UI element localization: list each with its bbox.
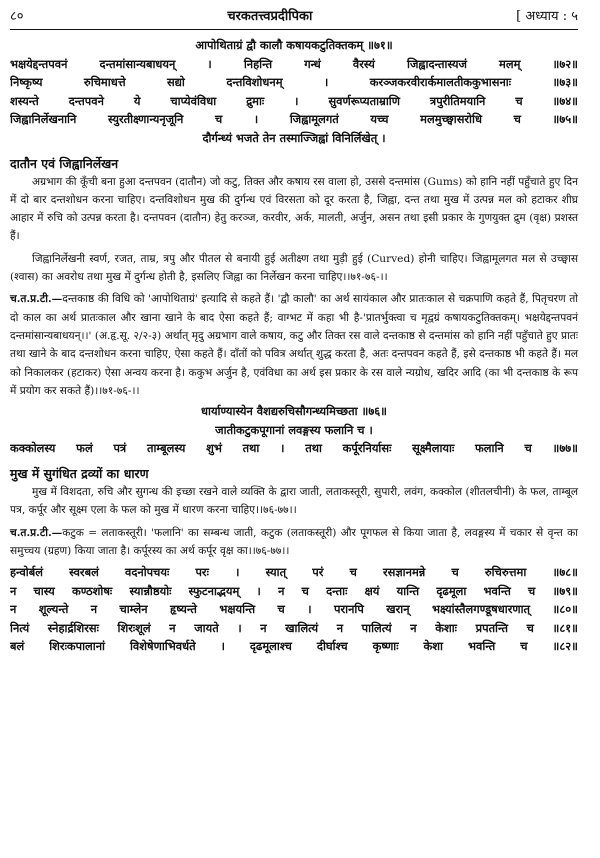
verse-line: जिह्वानिर्लेखनानि स्युरतीक्ष्णान्यनृजूनि च । जिह्वामूलगतं यच्च मलमुच्छ्वासरोधि च ॥७५॥ [10,112,578,127]
verse-block-76-77 [10,402,578,458]
verse-line: जातीकटुकपूगानां लवङ्गस्य फलानि च । [215,422,373,437]
verse-line: भक्षयेद्दन्तपवनं दन्तमांसान्यबाधयन् । निहन्ति गन्धं वैरस्यं जिह्वादन्तास्यजं मलम् ॥७२॥ [10,56,578,71]
translation-paragraph: मुख में विशदता, रुचि और सुगन्ध की इच्छा रखने वाले व्यक्ति के द्वारा जाती, लताकस्तूरी, सुपारी, लवंग, कक्कोल (शीतलचीनी) के फल, ताम्बूल पत्र, कर्पूर और सूक्ष्म एला के फल को मुख में धारण करना चाहिए।।७६-७७।। [10,485,578,517]
verse-line: हन्वोर्बलं स्वरबलं वदनोपचयः परः । स्यात् परं च रसज्ञानमन्ने च रुचिरुत्तमा ॥७८॥ [10,565,578,580]
page-header [10,6,578,26]
commentary-label: च.त.प्र.टी.— [10,293,63,306]
section-heading: मुख में सुगंधित द्रव्यों का धारण [10,465,149,481]
commentary-text: दन्तकाष्ठ की विधि को 'आपोथिताग्रं' इत्यादि से कहते हैं। 'द्वौ कालौ' का अर्थ सायंकाल और प्रातःकाल से चक्रपाणि कहते हैं, पितृचरण तो दो काल का अर्थ प्रातःकाल और खाना खाने के बाद ऐसा कहते हैं; वाग्भट में कहा भी है-'प्रातर्भुक्त्वा च मृद्वग्रं कषायकटुतिक्तकम्। भक्षयेद्दन्तपवनं दन्तमांसान्यबाधयन्।।' (अ.हृ.सू. २/२-३) अर्थात् मृदु अग्रभाग वाले कषाय, कटु और तिक्त रस वाले दन्तकाष्ठ से दन्तमांस को हानि नहीं पहुँचाते हुए प्रातः तथा खाने के बाद दन्तशोधन करना चाहिए, ऐसा कहते हैं। दाँतों को पवित्र अर्थात् शुद्ध करता है, अतः दन्तपवन कहते हैं, इसे दन्तकाष्ठ भी कहते हैं। मल को निकालकर (हटाकर) ऐसा अन्वय करना है। ककुभ अर्जुन है, एवंविधा का अर्थ इस प्रकार के रस वाले न्यग्रोध, खदिर आदि (का भी दन्तकाष्ठ के रूप में प्रयोग कर सकते हैं)।।७१-७६-।। [10,293,578,397]
translation-paragraph: जिह्वानिर्लेखनी स्वर्ण, रजत, ताम्र, त्रपु और पीतल से बनायी हुई अतीक्ष्ण तथा मुड़ी हुई (Curved) होनी चाहिए। जिह्वामूलगत मल से उच्छ्वास (श्वास) का अवरोध तथा मुख में दुर्गन्ध होती है, इसलिए जिह्वा का निर्लेखन करना चाहिए।।७१-७६-।। [10,252,578,284]
chapter-label: [ अध्याय : ५ [516,9,578,24]
verse-line: नित्यं स्नेहार्द्रशिरसः शिरःशूलं न जायते । न खालित्यं न पालित्यं न केशाः प्रपतन्ति च ॥८१॥ [10,620,578,635]
verse-block-78-82 [10,563,578,656]
verse-line: धार्याण्यास्येन वैशद्यरुचिसौगन्ध्यमिच्छता ॥७६॥ [200,404,387,419]
verse-line: शस्यन्ते दन्तपवने ये चाप्येवंविधा द्रुमाः । सुवर्णरूप्यताम्राणि त्रपुरीतिमयानि च ॥७४॥ [10,93,578,108]
verse-line: बलं शिरःकपालानां विशेषेणाभिवर्धते । दृढमूलाश्च दीर्घाश्च कृष्णाः केशा भवन्ति च ॥८२॥ [10,639,578,654]
verse-line: निष्कृष्य रुचिमाधत्ते सद्यो दन्तविशोधनम् । करञ्जकरवीरार्कमालतीककुभासनाः ॥७३॥ [10,75,578,90]
page-number: ८० [10,9,24,24]
commentary-paragraph [10,524,578,561]
verse-block-71-75 [10,36,578,148]
header-rule [10,29,578,30]
verse-line: आपोथिताग्रं द्वौ कालौ कषायकटुतिक्तकम् ॥७१॥ [195,38,393,52]
section-heading: दातौन एवं जिह्वानिर्लेखन [10,155,119,171]
commentary-paragraph [10,290,578,400]
commentary-label: च.त.प्र.टी.— [10,526,63,539]
book-title: चरकतत्त्वप्रदीपिका [227,9,313,24]
verse-line: कक्कोलस्य फलं पत्रं ताम्बूलस्य शुभं तथा । तथा कर्पूरनिर्यासः सूक्ष्मैलायाः फलानि च ॥७७॥ [10,441,578,456]
verse-line: दौर्गन्ध्यं भजते तेन तस्माज्जिह्वां विनिर्लिखेत् । [202,130,386,145]
verse-line: न चास्य कण्ठशोषः स्यान्नौष्ठयोः स्फुटनाद्भयम् । न च दन्ताः क्षयं यान्ति दृढमूला भवन्ति च ॥७९॥ [10,583,578,598]
commentary-text: कटुक = लताकस्तूरी। 'फलानि' का सम्बन्ध जाती, कटुक (लताकस्तूरी) और पूगफल से किया जाता है, लवङ्गस्य में चकार से वृन्त का समुच्चय (ग्रहण) किया जाता है। कर्पूरस्य का अर्थ कर्पूर वृक्ष का।।७६-७७।। [10,526,578,557]
verse-line: न शूल्यन्ते न चाम्लेन हृष्यन्ते भक्षयन्ति च । परानपि खरान् भक्ष्यांस्तैलगण्डूषधारणात् ॥८०॥ [10,602,578,617]
translation-paragraph: अग्रभाग की कूँची बना हुआ दन्तपवन (दातौन) जो कटु, तिक्त और कषाय रस वाला हो, उससे दन्तमांस (Gums) को हानि नहीं पहुँचाते हुए दिन में दो बार दन्तशोधन करना चाहिए। दन्तविशोधन मुख की दुर्गन्ध एवं विरसता को दूर करता है, जिह्वा, दन्त तथा मुख में उत्पन्न मल को हटाकर शीघ्र आहार में रुचि को उत्पन्न करता है। दन्तपवन (दातौन) हेतु करञ्ज, करवीर, अर्क, मालती, अर्जुन, असन तथा इसी प्रकार के गुणयुक्त द्रुम (वृक्ष) प्रशस्त हैं। [10,175,578,243]
